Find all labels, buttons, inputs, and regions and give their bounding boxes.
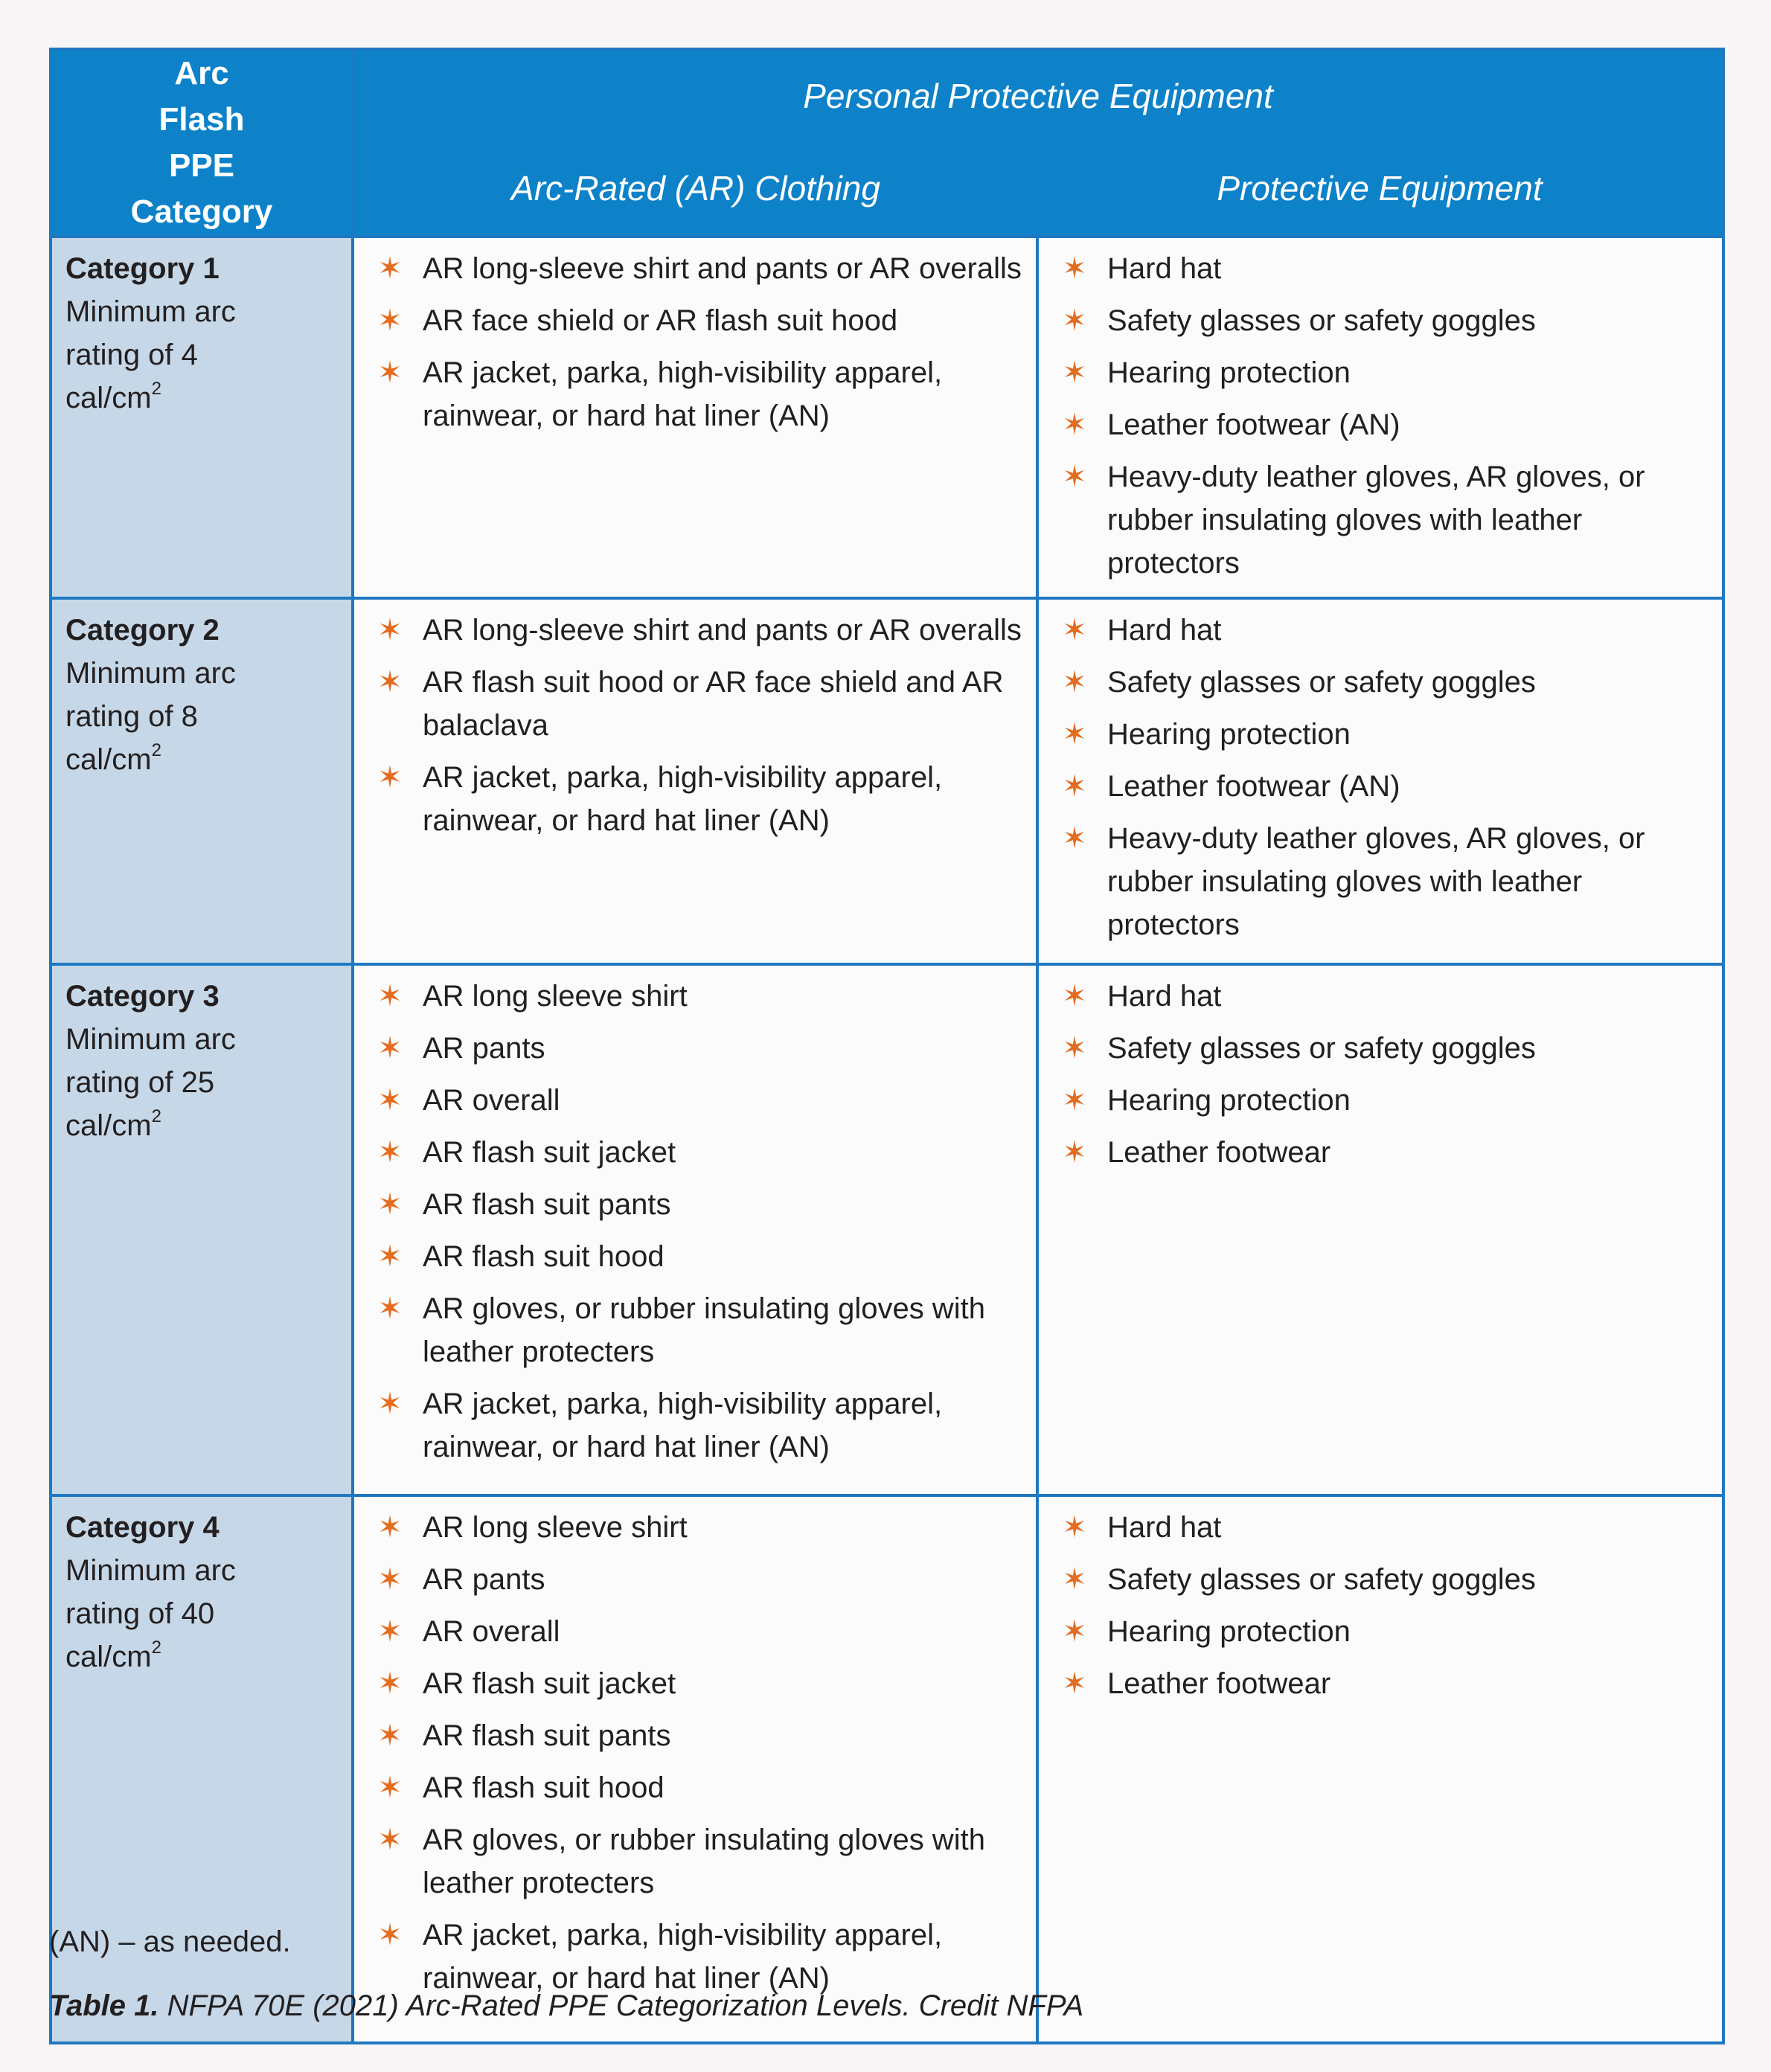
list-item (377, 1382, 1028, 1469)
star-bullet-icon: ✶ (377, 1032, 403, 1065)
clothing-item-text: AR gloves, or rubber insulating gloves with leather protecters (423, 1824, 985, 1899)
list-item (1061, 1558, 1714, 1601)
category-rating-text: Minimum arc rating of 4 cal/cm (65, 295, 236, 414)
equipment-item-text: Safety glasses or safety goggles (1107, 304, 1536, 337)
clothing-item-text: AR gloves, or rubber insulating gloves with leather protecters (423, 1292, 985, 1368)
category-rating-text: Minimum arc rating of 25 cal/cm (65, 1023, 236, 1142)
list-item (1061, 1131, 1714, 1174)
list-item (377, 756, 1028, 842)
list-item (1061, 817, 1714, 946)
star-bullet-icon: ✶ (1062, 666, 1087, 699)
equipment-column-header-label: Protective Equipment (1217, 168, 1543, 208)
equipment-cell (1037, 237, 1723, 598)
table-caption (49, 1985, 1083, 2027)
star-bullet-icon: ✶ (1062, 461, 1087, 493)
caption-text: NFPA 70E (2021) Arc-Rated PPE Categorization Levels. Credit NFPA (158, 1989, 1084, 2022)
clothing-cell (353, 964, 1037, 1495)
equipment-item-text: Hard hat (1107, 980, 1222, 1013)
equipment-cell (1037, 1495, 1723, 2043)
table-body (51, 237, 1723, 2043)
clothing-item-text: AR jacket, parka, high-visibility apparel, rainwear, or hard hat liner (AN) (423, 356, 943, 432)
star-bullet-icon: ✶ (1062, 770, 1087, 803)
list-item (377, 1183, 1028, 1226)
clothing-column-header-label: Arc-Rated (AR) Clothing (511, 168, 880, 208)
star-bullet-icon: ✶ (377, 356, 403, 389)
equipment-item-text: Leather footwear (1107, 1136, 1331, 1169)
clothing-item-text: AR pants (423, 1032, 545, 1065)
equipment-item-text: Heavy-duty leather gloves, AR gloves, or rubber insulating gloves with leather protectors (1107, 461, 1645, 580)
equipment-item-text: Hearing protection (1107, 718, 1351, 751)
star-bullet-icon: ✶ (377, 1771, 403, 1804)
equipment-item-text: Safety glasses or safety goggles (1107, 1563, 1536, 1596)
list-item (1061, 713, 1714, 756)
list-item (377, 1235, 1028, 1278)
category-description (65, 290, 289, 420)
clothing-list (377, 975, 1028, 1469)
list-item (377, 351, 1028, 437)
star-bullet-icon: ✶ (377, 614, 403, 647)
category-column-header-label: Arc Flash PPE Category (130, 55, 273, 230)
clothing-item-text: AR flash suit pants (423, 1719, 671, 1752)
star-bullet-icon: ✶ (377, 252, 403, 285)
equipment-cell (1037, 964, 1723, 1495)
list-item (377, 1766, 1028, 1809)
list-item (1061, 1506, 1714, 1549)
equipment-item-text: Leather footwear (AN) (1107, 408, 1400, 441)
equipment-item-text: Hard hat (1107, 614, 1222, 647)
clothing-cell (353, 237, 1037, 598)
equipment-item-text: Hard hat (1107, 252, 1222, 285)
list-item (1061, 609, 1714, 652)
list-item (377, 975, 1028, 1018)
category-rating-superscript: 2 (151, 378, 161, 399)
equipment-list (1061, 609, 1714, 946)
footnote: (AN) – as needed. (49, 1925, 291, 1958)
list-item (1061, 1027, 1714, 1070)
clothing-item-text: AR flash suit hood (423, 1771, 664, 1804)
ppe-column-group-label: Personal Protective Equipment (803, 76, 1273, 115)
star-bullet-icon: ✶ (377, 1824, 403, 1856)
equipment-column-header (1037, 141, 1723, 237)
clothing-item-text: AR long sleeve shirt (423, 1511, 688, 1544)
equipment-item-text: Leather footwear (1107, 1667, 1331, 1700)
category-cell (51, 598, 353, 964)
equipment-list (1061, 975, 1714, 1174)
list-item (1061, 1662, 1714, 1705)
list-item (377, 1287, 1028, 1373)
clothing-cell (353, 598, 1037, 964)
list-item (377, 1818, 1028, 1905)
list-item (377, 1131, 1028, 1174)
table-row (51, 237, 1723, 598)
equipment-item-text: Safety glasses or safety goggles (1107, 666, 1536, 699)
clothing-item-text: AR jacket, parka, high-visibility apparel, rainwear, or hard hat liner (AN) (423, 1388, 943, 1463)
star-bullet-icon: ✶ (1062, 252, 1087, 285)
category-cell (51, 237, 353, 598)
list-item (1061, 1610, 1714, 1653)
star-bullet-icon: ✶ (1062, 356, 1087, 389)
star-bullet-icon: ✶ (1062, 1563, 1087, 1596)
star-bullet-icon: ✶ (377, 1919, 403, 1951)
equipment-list (1061, 1506, 1714, 1705)
star-bullet-icon: ✶ (377, 1292, 403, 1325)
category-rating-text: Minimum arc rating of 40 cal/cm (65, 1554, 236, 1673)
equipment-item-text: Hearing protection (1107, 1084, 1351, 1117)
category-cell (51, 964, 353, 1495)
category-rating-superscript: 2 (151, 740, 161, 760)
category-rating-superscript: 2 (151, 1637, 161, 1658)
category-column-header (51, 49, 353, 237)
star-bullet-icon: ✶ (1062, 718, 1087, 751)
category-title: Category 3 (65, 980, 220, 1013)
equipment-list (1061, 247, 1714, 585)
clothing-cell (353, 1495, 1037, 2043)
star-bullet-icon: ✶ (377, 666, 403, 699)
list-item (1061, 765, 1714, 808)
list-item (1061, 403, 1714, 446)
category-title: Category 2 (65, 614, 220, 647)
clothing-item-text: AR flash suit hood (423, 1240, 664, 1273)
list-item (377, 1506, 1028, 1549)
star-bullet-icon: ✶ (377, 304, 403, 337)
equipment-cell (1037, 598, 1723, 964)
star-bullet-icon: ✶ (377, 1240, 403, 1273)
star-bullet-icon: ✶ (1062, 1136, 1087, 1169)
equipment-item-text: Heavy-duty leather gloves, AR gloves, or rubber insulating gloves with leather protectors (1107, 822, 1645, 941)
star-bullet-icon: ✶ (1062, 304, 1087, 337)
clothing-list (377, 247, 1028, 437)
list-item (377, 661, 1028, 747)
category-description (65, 1549, 289, 1678)
list-item (377, 299, 1028, 342)
star-bullet-icon: ✶ (1062, 980, 1087, 1013)
star-bullet-icon: ✶ (1062, 614, 1087, 647)
star-bullet-icon: ✶ (1062, 1084, 1087, 1117)
table-row (51, 598, 1723, 964)
equipment-item-text: Hard hat (1107, 1511, 1222, 1544)
clothing-item-text: AR jacket, parka, high-visibility apparel, rainwear, or hard hat liner (AN) (423, 1919, 943, 1995)
star-bullet-icon: ✶ (377, 1188, 403, 1221)
star-bullet-icon: ✶ (1062, 822, 1087, 855)
clothing-item-text: AR jacket, parka, high-visibility apparel, rainwear, or hard hat liner (AN) (423, 761, 943, 837)
list-item (1061, 661, 1714, 704)
clothing-item-text: AR flash suit jacket (423, 1136, 676, 1169)
clothing-item-text: AR overall (423, 1615, 560, 1648)
star-bullet-icon: ✶ (377, 1136, 403, 1169)
star-bullet-icon: ✶ (377, 1084, 403, 1117)
list-item (1061, 1079, 1714, 1122)
clothing-item-text: AR flash suit pants (423, 1188, 671, 1221)
star-bullet-icon: ✶ (377, 1388, 403, 1420)
star-bullet-icon: ✶ (1062, 408, 1087, 441)
star-bullet-icon: ✶ (377, 1511, 403, 1544)
star-bullet-icon: ✶ (377, 1719, 403, 1752)
list-item (377, 1714, 1028, 1757)
category-description (65, 652, 289, 781)
category-title: Category 1 (65, 252, 220, 285)
ppe-column-group-header (353, 49, 1723, 141)
star-bullet-icon: ✶ (1062, 1511, 1087, 1544)
category-rating-text: Minimum arc rating of 8 cal/cm (65, 657, 236, 776)
list-item (1061, 299, 1714, 342)
list-item (377, 1079, 1028, 1122)
category-rating-superscript: 2 (151, 1106, 161, 1126)
list-item (1061, 455, 1714, 585)
equipment-item-text: Leather footwear (AN) (1107, 770, 1400, 803)
equipment-item-text: Hearing protection (1107, 1615, 1351, 1648)
star-bullet-icon: ✶ (377, 761, 403, 794)
clothing-item-text: AR long-sleeve shirt and pants or AR overalls (423, 252, 1022, 285)
table-row (51, 1495, 1723, 2043)
list-item (377, 1558, 1028, 1601)
star-bullet-icon: ✶ (1062, 1615, 1087, 1648)
list-item (1061, 351, 1714, 394)
list-item (377, 1027, 1028, 1070)
table-row (51, 964, 1723, 1495)
ppe-category-table (49, 48, 1725, 2044)
equipment-item-text: Hearing protection (1107, 356, 1351, 389)
category-description (65, 1018, 289, 1147)
star-bullet-icon: ✶ (377, 1563, 403, 1596)
list-item (377, 1662, 1028, 1705)
list-item (377, 1610, 1028, 1653)
clothing-item-text: AR overall (423, 1084, 560, 1117)
list-item (377, 247, 1028, 290)
star-bullet-icon: ✶ (1062, 1032, 1087, 1065)
star-bullet-icon: ✶ (377, 1615, 403, 1648)
clothing-item-text: AR flash suit hood or AR face shield and AR balaclava (423, 666, 1004, 742)
clothing-item-text: AR long-sleeve shirt and pants or AR overalls (423, 614, 1022, 647)
category-title: Category 4 (65, 1511, 220, 1544)
clothing-item-text: AR flash suit jacket (423, 1667, 676, 1700)
star-bullet-icon: ✶ (377, 1667, 403, 1700)
star-bullet-icon: ✶ (1062, 1667, 1087, 1700)
clothing-list (377, 1506, 1028, 2000)
equipment-item-text: Safety glasses or safety goggles (1107, 1032, 1536, 1065)
clothing-list (377, 609, 1028, 842)
clothing-item-text: AR long sleeve shirt (423, 980, 688, 1013)
list-item (1061, 975, 1714, 1018)
clothing-item-text: AR pants (423, 1563, 545, 1596)
list-item (1061, 247, 1714, 290)
list-item (377, 609, 1028, 652)
clothing-column-header (353, 141, 1037, 237)
caption-label: Table 1. (49, 1989, 159, 2022)
clothing-item-text: AR face shield or AR flash suit hood (423, 304, 898, 337)
star-bullet-icon: ✶ (377, 980, 403, 1013)
